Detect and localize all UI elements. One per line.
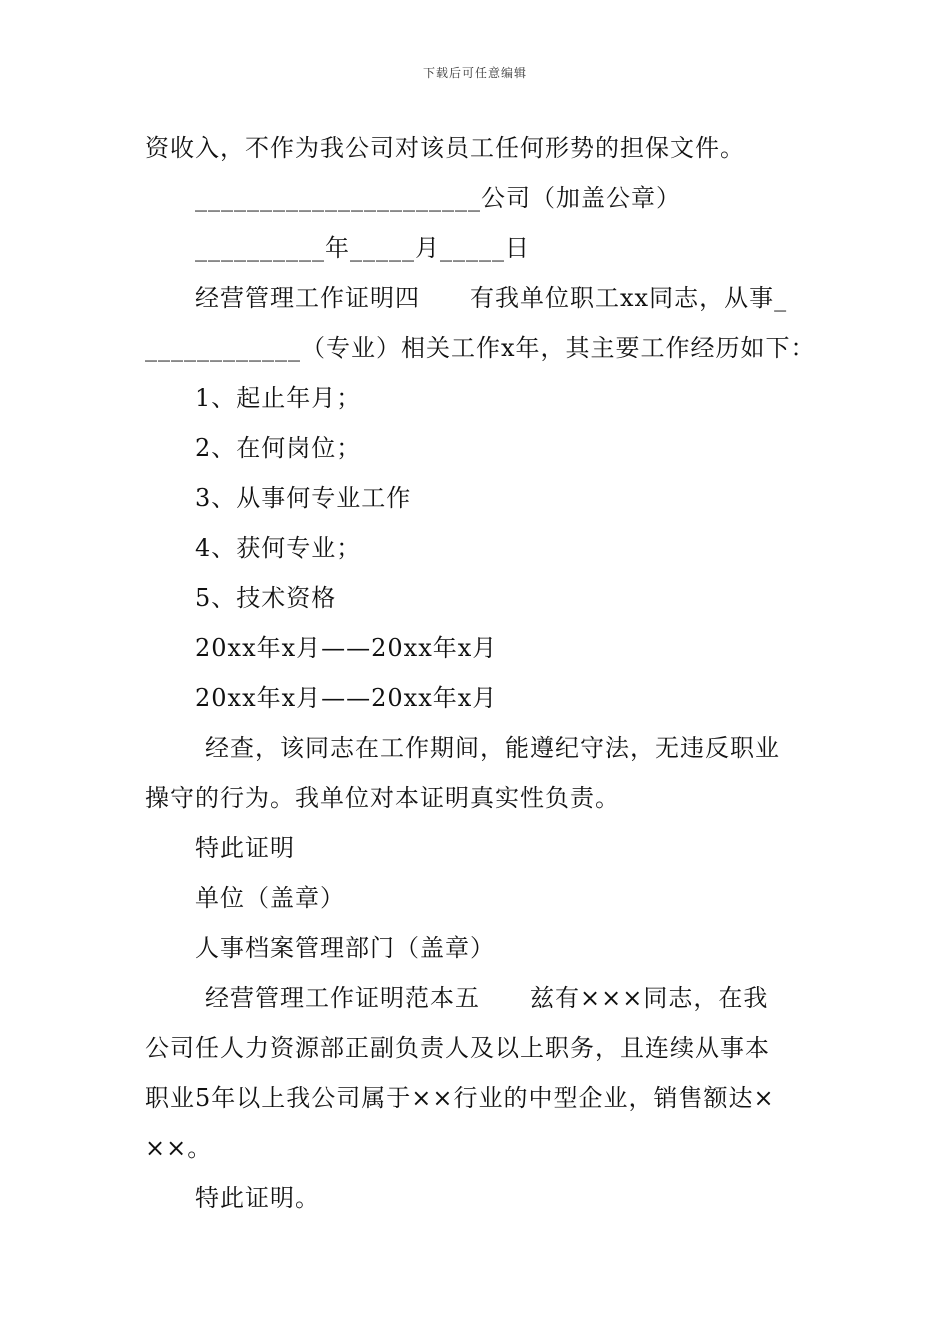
hereby-certify-final: 特此证明。 — [195, 1184, 320, 1212]
list-item-1: 1、起止年月； — [195, 384, 362, 412]
hr-dept-seal: 人事档案管理部门（盖章） — [195, 934, 495, 962]
date-line: __________年_____月_____日 — [195, 234, 530, 262]
list-item-5: 5、技术资格 — [195, 584, 337, 612]
list-item-4: 4、获何专业； — [195, 534, 362, 562]
verification-line-1: 经查，该同志在工作期间，能遵纪守法，无违反职业 — [205, 734, 780, 762]
verification-line-2: 操守的行为。我单位对本证明真实性负责。 — [145, 784, 620, 812]
body-line-5: ____________（专业）相关工作x年，其主要工作经历如下： — [145, 334, 816, 362]
body-line-21: ××。 — [145, 1134, 213, 1162]
certificate-five-title: 经营管理工作证明范本五 兹有×××同志，在我 — [205, 984, 769, 1012]
page-header: 下载后可任意编辑 — [422, 66, 527, 80]
body-line-1: 资收入，不作为我公司对该员工任何形势的担保文件。 — [145, 134, 745, 162]
unit-seal: 单位（盖章） — [195, 884, 345, 912]
list-item-2: 2、在何岗位； — [195, 434, 362, 462]
period-line-2: 20xx年x月——20xx年x月 — [195, 684, 498, 712]
list-item-3: 3、从事何专业工作 — [195, 484, 412, 512]
body-line-20: 职业5年以上我公司属于××行业的中型企业，销售额达× — [145, 1084, 775, 1112]
company-seal-line: ______________________公司（加盖公章） — [195, 184, 681, 212]
certificate-four-title: 经营管理工作证明四 有我单位职工xx同志，从事_ — [195, 284, 788, 312]
period-line-1: 20xx年x月——20xx年x月 — [195, 634, 498, 662]
body-line-19: 公司任人力资源部正副负责人及以上职务，且连续从事本 — [145, 1034, 770, 1062]
hereby-certify: 特此证明 — [195, 834, 295, 862]
